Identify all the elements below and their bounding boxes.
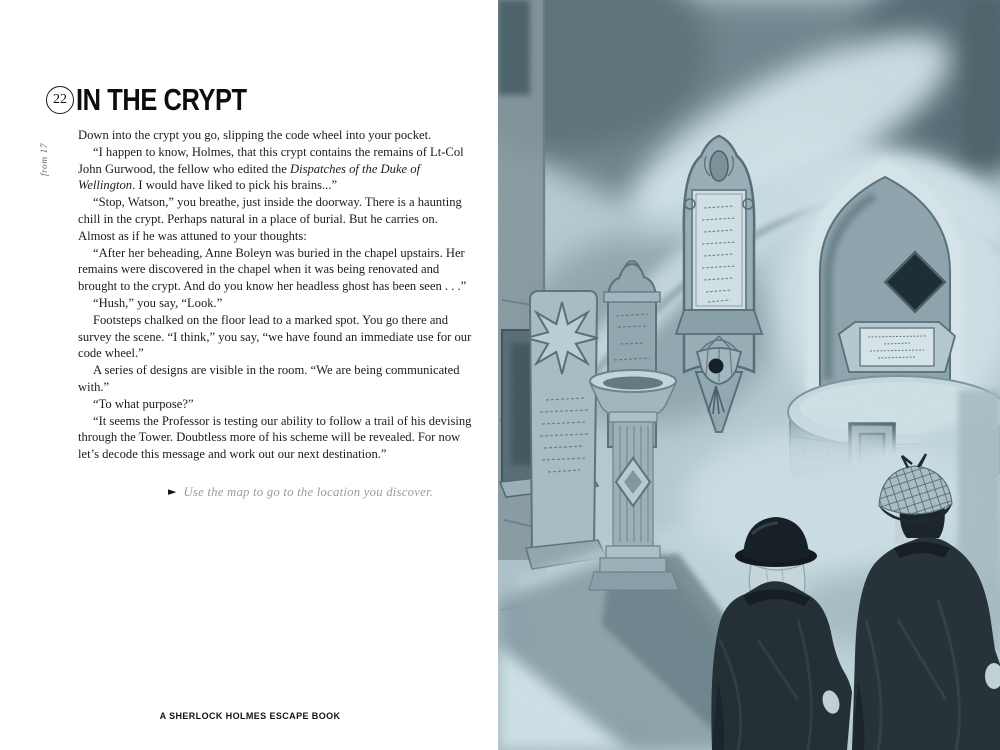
book-series-footer: A SHERLOCK HOLMES ESCAPE BOOK	[159, 711, 341, 721]
story-paragraph: “It seems the Professor is testing our ability to follow a trail of his devising through the Tower. Doubtless more of his scheme will be revealed. For now let’s decode this message and work out our next destination.”	[78, 413, 472, 462]
instruction-text: Use the map to go to the location you discover.	[183, 485, 434, 499]
right-triangle-icon: ►	[168, 485, 177, 498]
page-title: IN THE CRYPT	[76, 82, 247, 117]
story-text	[78, 127, 472, 463]
story-paragraph: “After her beheading, Anne Boleyn was buried in the chapel upstairs. Her remains were discovered in the chapel when it was being renovated and brought to the crypt. And do you know her headless ghost has been seen . . .”	[78, 245, 467, 294]
crypt-illustration	[498, 0, 1000, 750]
story-paragraph: Down into the crypt you go, slipping the code wheel into your pocket.	[78, 128, 432, 142]
story-paragraph: “Stop, Watson,” you breathe, just inside the doorway. There is a haunting chill in the crypt. Perhaps natural in a place of burial. But he carries on. Almost as if he was attuned to your thoughts:	[78, 195, 462, 243]
from-reference: from 17	[40, 143, 50, 176]
story-paragraph: A series of designs are visible in the room. “We are being communicated with.”	[78, 363, 460, 394]
right-page	[498, 0, 1000, 750]
story-paragraph: “I happen to know, Holmes, that this crypt contains the remains of Lt-Col John Gurwood, the fellow who edited the Dispatches of the Duke of Wellington. I would have liked to pick his brains...”	[78, 144, 464, 193]
instruction-line	[168, 485, 468, 500]
story-paragraph: “Hush,” you say, “Look.”	[93, 295, 223, 310]
section-number: 22	[53, 92, 67, 107]
story-paragraph: Footsteps chalked on the floor lead to a marked spot. You go there and survey the scene. “I think,” you say, “we have found an immediate use for our code wheel.”	[78, 312, 472, 361]
paper-grain-texture	[498, 0, 1000, 750]
section-number-badge	[46, 86, 74, 114]
story-paragraph: “To what purpose?”	[93, 396, 194, 411]
